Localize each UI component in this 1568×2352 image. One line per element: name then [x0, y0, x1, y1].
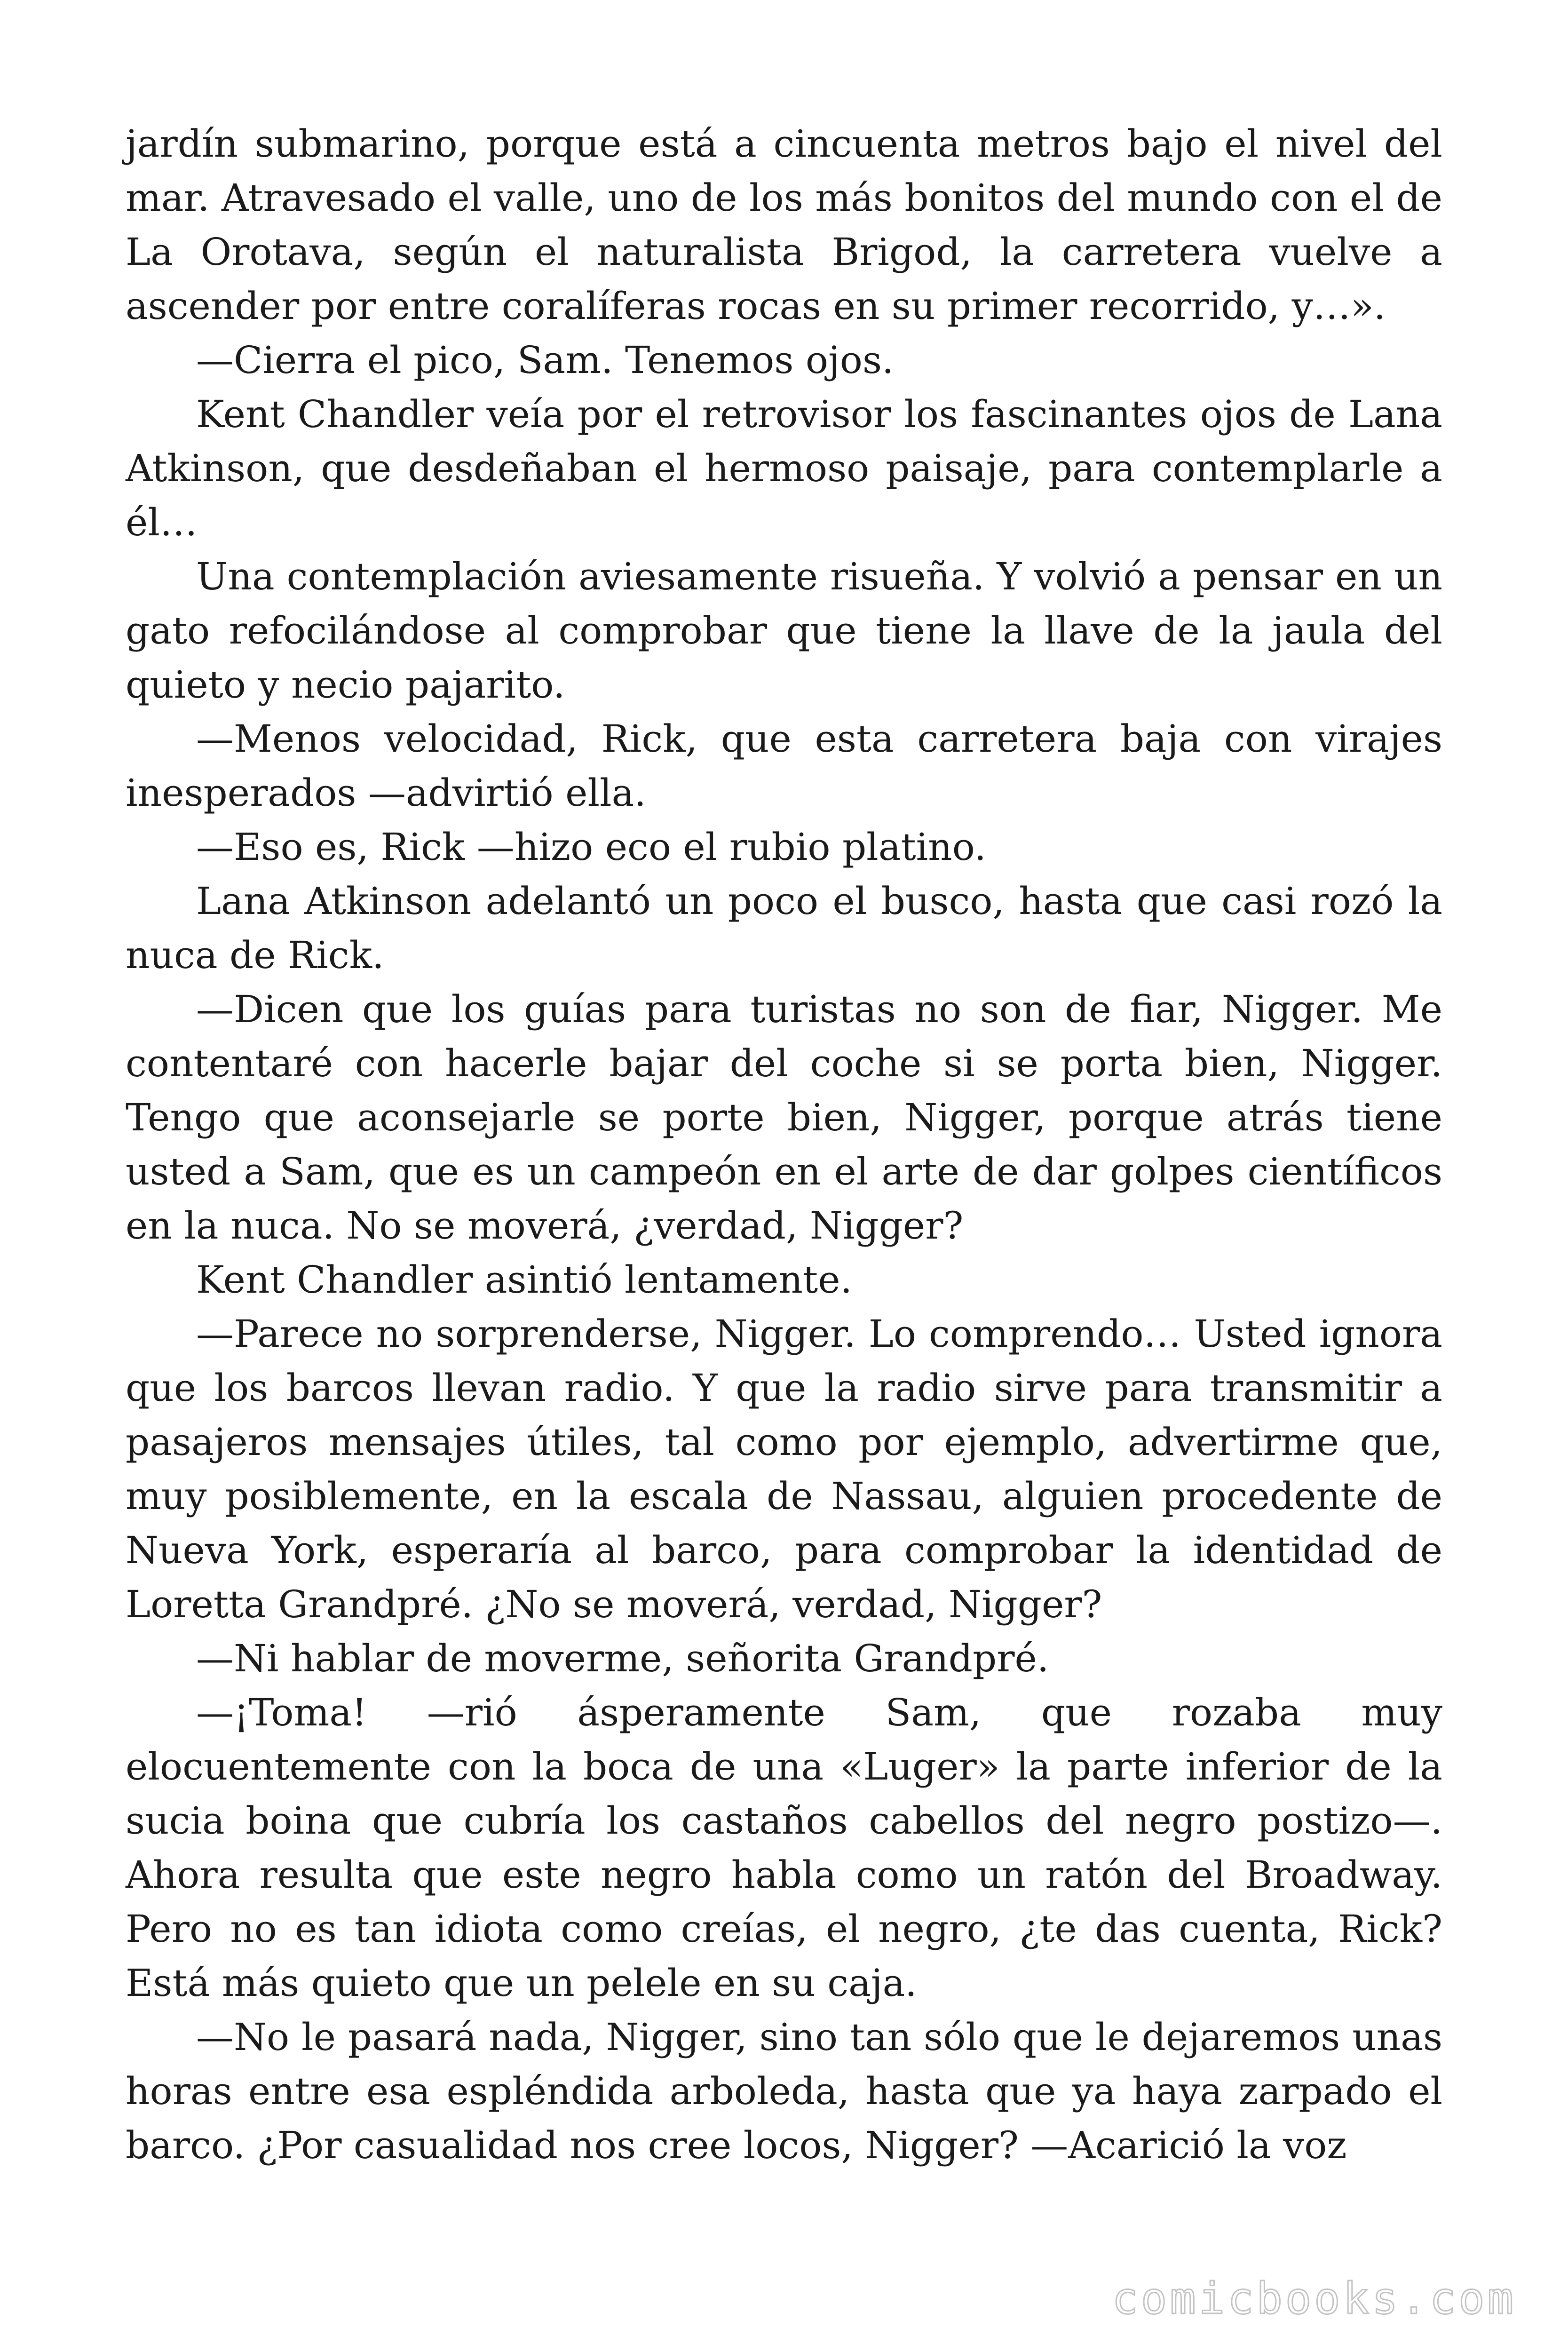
paragraph: —No le pasará nada, Nigger, sino tan sólo que le dejaremos unas horas entre esa espléndida arboleda, hasta que ya haya zarpado el barco. ¿Por casualidad nos cree locos, Nigger? —Acarició la voz — [126, 2015, 1442, 2167]
paragraph: —Eso es, Rick —hizo eco el rubio platino. — [196, 825, 986, 869]
paragraph: —Cierra el pico, Sam. Tenemos ojos. — [196, 338, 894, 382]
watermark: comicbooks.com — [1112, 2273, 1516, 2324]
paragraph: jardín submarino, porque está a cincuenta metros bajo el nivel del mar. Atravesado el valle, uno de los más bonitos del mundo con el de La Orotava, según el naturalista Brigod, la carretera vuelve a ascender por entre coralíferas rocas en su primer recorrido, y…». — [126, 122, 1442, 328]
paragraph: Kent Chandler veía por el retrovisor los fascinantes ojos de Lana Atkinson, que desdeñaban el hermoso paisaje, para contemplarle a él… — [126, 392, 1442, 544]
paragraph: —Parece no sorprenderse, Nigger. Lo comprendo… Usted ignora que los barcos llevan radio. Y que la radio sirve para transmitir a pasajeros mensajes útiles, tal como por ejemplo, advertirme que, muy posiblemente, en la escala de Nassau, alguien procedente de Nueva York, esperaría al barco, para comprobar la identidad de Loretta Grandpré. ¿No se moverá, verdad, Nigger? — [126, 1312, 1442, 1626]
paragraph: Kent Chandler asintió lentamente. — [196, 1258, 852, 1302]
paragraph: —Dicen que los guías para turistas no son de fiar, Nigger. Me contentaré con hacerle bajar del coche si se porta bien, Nigger. Tengo que aconsejarle se porte bien, Nigger, porque atrás tiene usted a Sam, que es un campeón en el arte de dar golpes científicos en la nuca. No se moverá, ¿verdad, Nigger? — [126, 987, 1442, 1248]
paragraph: Una contemplación aviesamente risueña. Y volvió a pensar en un gato refocilándose al comprobar que tiene la llave de la jaula del quieto y necio pajarito. — [126, 555, 1442, 707]
paragraph: —Ni hablar de moverme, señorita Grandpré. — [196, 1637, 1049, 1680]
paragraph: —¡Toma! —rió ásperamente Sam, que rozaba muy elocuentemente con la boca de una «Luger» la parte inferior de la sucia boina que cubría los castaños cabellos del negro postizo—. Ahora resulta que este negro habla como un ratón del Broadway. Pero no es tan idiota como creías, el negro, ¿te das cuenta, Rick? Está más quieto que un pelele en su caja. — [126, 1691, 1442, 2005]
paragraph: —Menos velocidad, Rick, que esta carretera baja con virajes inesperados —advirtió ella. — [126, 717, 1442, 815]
paragraph: Lana Atkinson adelantó un poco el busco, hasta que casi rozó la nuca de Rick. — [126, 879, 1442, 977]
page-text — [126, 117, 1442, 2172]
